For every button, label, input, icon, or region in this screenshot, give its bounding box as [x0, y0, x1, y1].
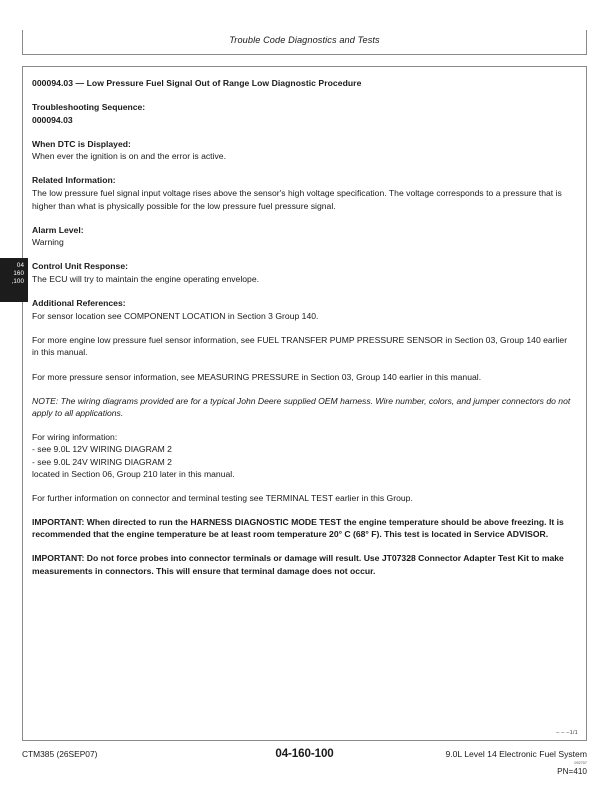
margin-section-tab — [0, 258, 28, 302]
wiring-location-text: located in Section 06, Group 210 later in this manual. — [32, 468, 235, 479]
alarm-level-block — [32, 224, 572, 249]
page-footer — [22, 745, 587, 785]
wiring-information-label: For wiring information: — [32, 432, 118, 443]
section-end-marker: – – –1/1 — [556, 730, 578, 736]
margin-tab-section: 04 — [16, 262, 24, 269]
troubleshooting-sequence-value: 000094.03 — [32, 114, 73, 125]
important-notice-1-text: IMPORTANT: When directed to run the HARNESS DIAGNOSTIC MODE TEST the engine temperature should be above freezing. It is recommended that the engine temperature be at least room temperature 20° C (68° F). This test is located in Service ADVISOR. — [32, 516, 564, 540]
reference-fuel-transfer-pump-block — [32, 334, 572, 359]
important-notice-2-block — [32, 552, 572, 577]
related-information-label: Related Information: — [32, 175, 116, 186]
when-dtc-displayed-label: When DTC is Displayed: — [32, 138, 131, 149]
running-header-title: Trouble Code Diagnostics and Tests — [229, 35, 380, 45]
footer-pn-number: PN=410 — [557, 767, 587, 776]
reference-measuring-pressure-block — [32, 371, 572, 384]
alarm-level-label: Alarm Level: — [32, 224, 84, 235]
footer-manual-id: CTM385 (26SEP07) — [22, 749, 98, 759]
reference-measuring-pressure-text: For more pressure sensor information, see MEASURING PRESSURE in Section 03, Group 140 earlier in this manual. — [32, 371, 482, 382]
wiring-list-item-12v: - see 9.0L 12V WIRING DIAGRAM 2 — [32, 444, 172, 455]
troubleshooting-sequence-block — [32, 101, 572, 126]
additional-references-block — [32, 297, 572, 322]
important-notice-1-block — [32, 516, 572, 541]
control-unit-response-label: Control Unit Response: — [32, 261, 128, 272]
footer-publication-title: 9.0L Level 14 Electronic Fuel System — [445, 749, 587, 759]
margin-tab-page: ,100 — [11, 278, 24, 286]
content-frame — [22, 66, 587, 741]
terminal-test-text: For further information on connector and terminal testing see TERMINAL TEST earlier in this Group. — [32, 492, 413, 503]
running-header-box — [22, 30, 587, 55]
additional-references-text: For sensor location see COMPONENT LOCATION in Section 3 Group 140. — [32, 310, 319, 321]
additional-references-label: Additional References: — [32, 298, 126, 309]
footer-revision-code: 092707 — [574, 761, 587, 765]
troubleshooting-sequence-label: Troubleshooting Sequence: — [32, 102, 146, 113]
procedure-title-block — [32, 77, 572, 90]
footer-page-number: 04-160-100 — [275, 747, 334, 760]
margin-tab-group: 160 — [13, 270, 24, 278]
related-information-block — [32, 174, 572, 212]
important-notice-2-text: IMPORTANT: Do not force probes into connector terminals or damage will result. Use JT07328 Connector Adapter Test Kit to make measurements in connectors. This will ensure that terminal damage does not occur. — [32, 553, 564, 576]
note-text: NOTE: The wiring diagrams provided are for a typical John Deere supplied OEM harness. Wire number, colors, and jumper connectors do not apply to all applications. — [32, 395, 571, 419]
page-title: 000094.03 — Low Pressure Fuel Signal Out of Range Low Diagnostic Procedure — [32, 78, 362, 88]
wiring-information-block — [32, 431, 572, 480]
wiring-list-item-24v: - see 9.0L 24V WIRING DIAGRAM 2 — [32, 456, 172, 467]
reference-fuel-transfer-pump-text: For more engine low pressure fuel sensor information, see FUEL TRANSFER PUMP PRESSURE SENSOR in Section 03, Group 140 earlier in this manual. — [32, 334, 568, 358]
note-block — [32, 395, 572, 420]
related-information-text: The low pressure fuel signal input voltage rises above the sensor's high voltage specification. The voltage corresponds to a pressure that is higher than what is physically possible for the low pressure fuel pressure signal. — [32, 188, 562, 211]
control-unit-response-text: The ECU will try to maintain the engine operating envelope. — [32, 274, 260, 285]
control-unit-response-block — [32, 260, 572, 285]
when-dtc-displayed-block — [32, 138, 572, 163]
when-dtc-displayed-text: When ever the ignition is on and the error is active. — [32, 151, 226, 162]
alarm-level-value: Warning — [32, 237, 64, 248]
terminal-test-block — [32, 492, 572, 505]
content-body — [32, 77, 572, 578]
